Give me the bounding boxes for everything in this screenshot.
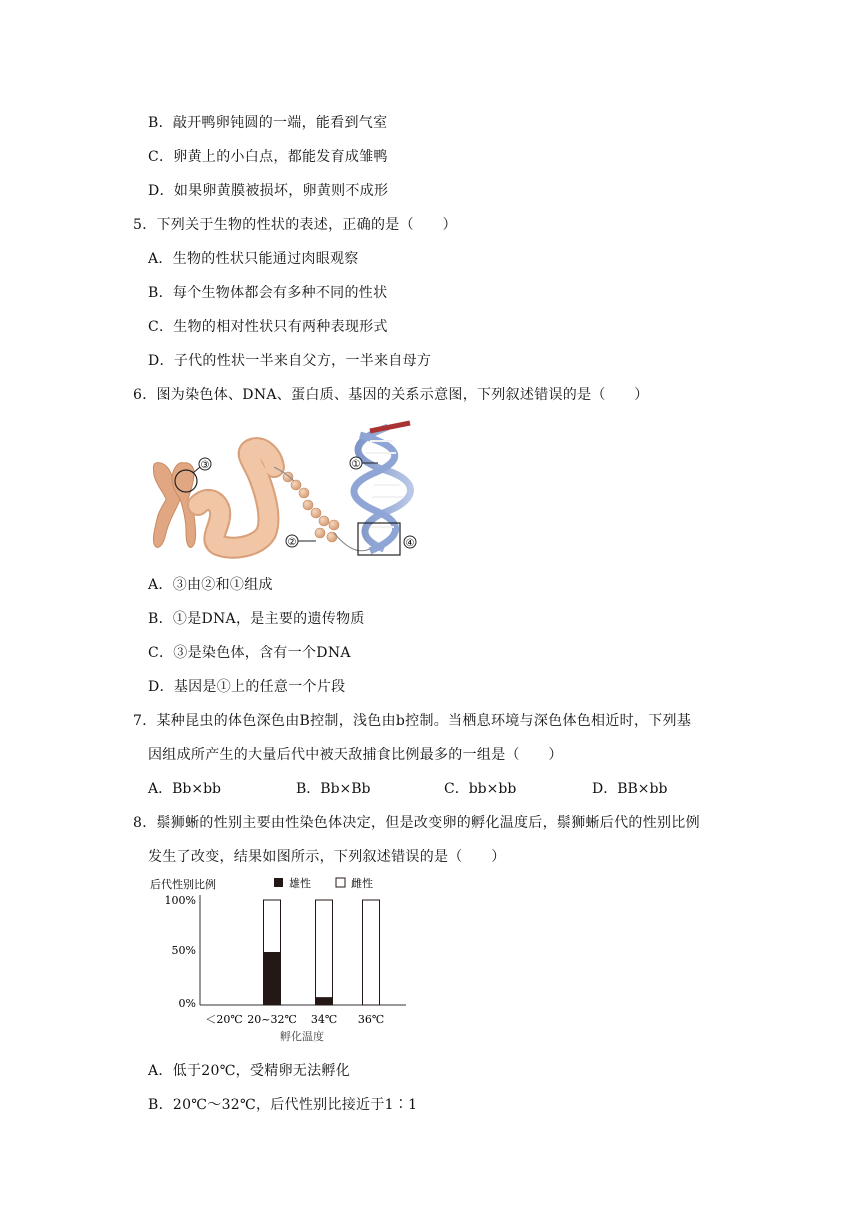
ytick-50: 50%: [171, 944, 196, 957]
xtick-2: 34℃: [310, 1013, 338, 1026]
q7-option-d: D．BB×bb: [592, 781, 668, 797]
bar-female-3: [363, 900, 380, 1005]
q4-option-b: B．敲开鸭卵钝圆的一端，能看到气室: [148, 115, 388, 131]
q7-option-b: B．Bb×Bb: [296, 781, 371, 797]
legend-male-swatch: [274, 878, 283, 887]
q8-stem-line1: 8．鬃狮蜥的性别主要由性染色体决定，但是改变卵的孵化温度后，鬃狮蜥后代的性别比例: [133, 815, 700, 831]
dna-double-helix: [351, 423, 411, 551]
label-4: ④: [405, 538, 415, 549]
sex-ratio-chart: [148, 872, 418, 1047]
label-3: ③: [200, 460, 210, 471]
q6-option-b: B．①是DNA，是主要的遗传物质: [148, 611, 365, 627]
q8-option-a: A．低于20℃，受精卵无法孵化: [148, 1063, 351, 1079]
ytick-0: 0%: [178, 997, 196, 1010]
q6-option-c: C．③是染色体，含有一个DNA: [148, 645, 351, 661]
xtick-0: ＜20℃: [205, 1013, 243, 1026]
legend-female-label: 雌性: [351, 877, 373, 890]
xtick-3: 36℃: [357, 1013, 385, 1026]
legend-female-swatch: [336, 878, 345, 887]
nucleosome-beads: [283, 472, 339, 542]
q8-stem-line2: 发生了改变，结果如图所示，下列叙述错误的是（ ）: [148, 849, 506, 865]
bar-female-2: [316, 900, 333, 998]
chart-xlabel: 孵化温度: [280, 1030, 324, 1043]
chromosome-dna-diagram: [148, 415, 428, 565]
bar-female-1: [264, 900, 281, 953]
xtick-1: 20~32℃: [247, 1013, 297, 1026]
q5-option-a: A．生物的性状只能通过肉眼观察: [148, 251, 359, 267]
q6-stem: 6．图为染色体、DNA、蛋白质、基因的关系示意图，下列叙述错误的是（ ）: [133, 387, 649, 403]
q6-option-d: D．基因是①上的任意一个片段: [148, 679, 346, 695]
q5-option-c: C．生物的相对性状只有两种表现形式: [148, 319, 388, 335]
q7-stem-line2: 因组成所产生的大量后代中被天敌捕食比例最多的一组是（ ）: [148, 747, 563, 763]
q7-option-c: C．bb×bb: [444, 781, 517, 797]
q5-option-b: B．每个生物体都会有多种不同的性状: [148, 285, 388, 301]
bar-male-2: [316, 998, 333, 1005]
q5-stem: 5．下列关于生物的性状的表述，正确的是（ ）: [133, 217, 457, 233]
q6-option-a: A．③由②和①组成: [148, 577, 273, 593]
bar-male-1: [264, 953, 281, 1006]
ytick-100: 100%: [164, 894, 196, 907]
chart-ylabel: 后代性别比例: [150, 878, 216, 891]
legend-male-label: 雄性: [289, 877, 311, 890]
label-1: ①: [351, 459, 361, 470]
q5-option-d: D．子代的性状一半来自父方，一半来自母方: [148, 353, 432, 369]
q7-option-a: A．Bb×bb: [148, 781, 222, 797]
q8-option-b: B．20℃～32℃，后代性别比接近于1∶1: [148, 1097, 418, 1113]
label-2: ②: [287, 537, 297, 548]
q4-option-d: D．如果卵黄膜被损坏，卵黄则不成形: [148, 183, 389, 199]
q4-option-c: C．卵黄上的小白点，都能发育成雏鸭: [148, 149, 388, 165]
q7-stem-line1: 7．某种昆虫的体色深色由B控制，浅色由b控制。当栖息环境与深色体色相近时，下列基: [133, 713, 692, 729]
